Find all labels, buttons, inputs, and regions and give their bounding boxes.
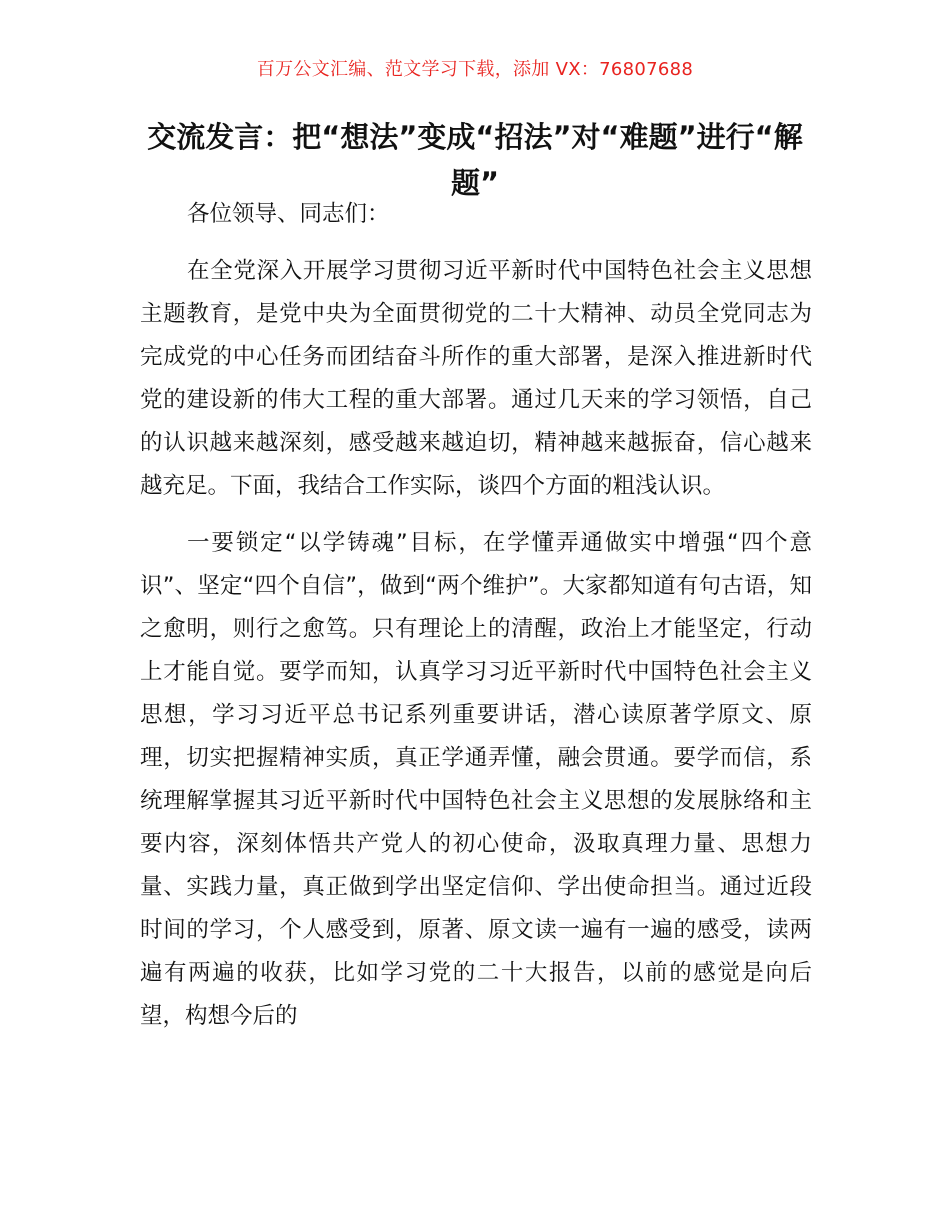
header-banner: 百万公文汇编、范文学习下载，添加 VX：76807688 xyxy=(256,59,694,80)
salutation: 各位领导、同志们： xyxy=(187,201,390,227)
document-title: 交流发言：把“想法”变成“招法”对“难题”进行“解题” xyxy=(147,120,803,200)
document-body xyxy=(140,193,812,1052)
paragraph-1: 在全党深入开展学习贯彻习近平新时代中国特色社会主义思想主题教育，是党中央为全面贯彻党的二十大精神、动员全党同志为完成党的中心任务而团结奋斗所作的重大部署，是深入推进新时代党的建设新的伟大工程的重大部署。通过几天来的学习领悟，自己的认识越来越深刻，感受越来越迫切，精神越来越振奋，信心越来越充足。下面，我结合工作实际，谈四个方面的粗浅认识。 xyxy=(140,258,812,499)
paragraph-2: 一要锁定“以学铸魂”目标，在学懂弄通做实中增强“四个意识”、坚定“四个自信”，做到“两个维护”。大家都知道有句古语，知之愈明，则行之愈笃。只有理论上的清醒，政治上才能坚定，行动上才能自觉。要学而知，认真学习习近平新时代中国特色社会主义思想，学习习近平总书记系列重要讲话，潜心读原著学原文、原理，切实把握精神实质，真正学通弄懂，融会贯通。要学而信，系统理解掌握其习近平新时代中国特色社会主义思想的发展脉络和主要内容，深刻体悟共产党人的初心使命，汲取真理力量、思想力量、实践力量，真正做到学出坚定信仰、学出使命担当。通过近段时间的学习，个人感受到，原著、原文读一遍有一遍的感受，读两遍有两遍的收获，比如学习党的二十大报告，以前的感觉是向后望，构想今后的 xyxy=(140,530,812,1029)
